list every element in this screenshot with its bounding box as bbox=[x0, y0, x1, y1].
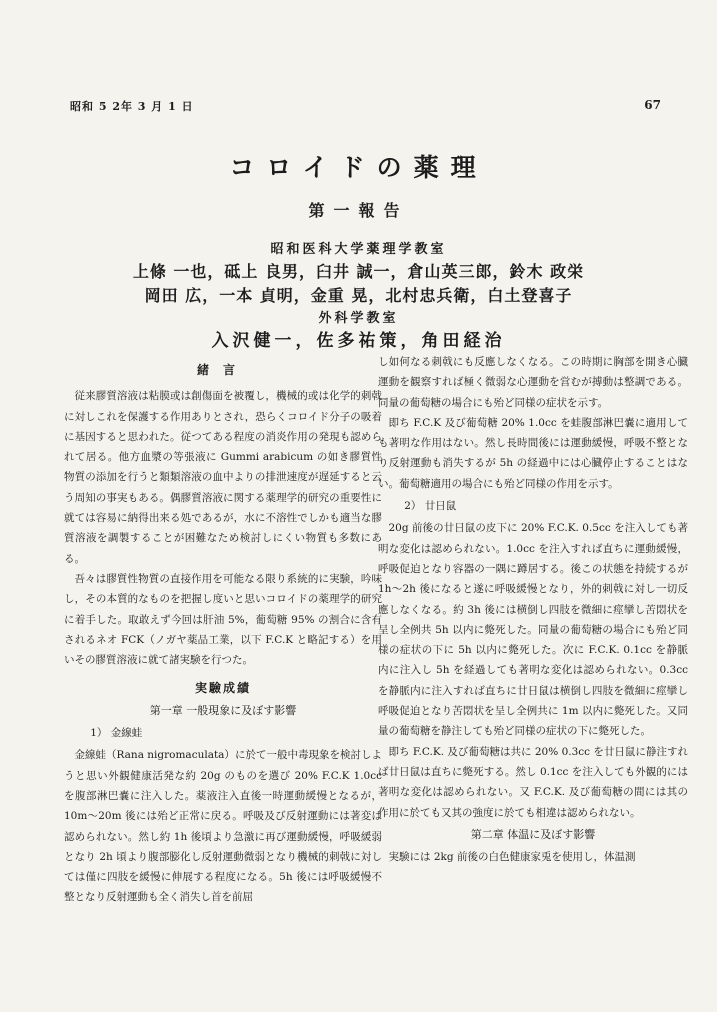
frog-paragraph-continued: し如何なる刺戟にも反應しなくなる。この時期に胸部を開き心臓運動を観察すれば極く微弱な心運動を営むが搏動は整調である。同量の葡萄糖の場合にも殆ど同様の症状を示す。 bbox=[378, 356, 688, 409]
authors-line-1: 上條 一也，砥上 良男，臼井 誠一，倉山英三郎，鈴木 政栄 bbox=[132, 262, 585, 281]
section-mouse-heading: 2） 廿日鼠 bbox=[404, 500, 457, 513]
frog-paragraph-1: 金線蛙（Rana nigromaculata）に於て一般中毒現象を検討しようと思い外観健康活発な約 20g のものを選び 20% F.C.K 1.0cc を腹部淋巴嚢に注入した。薬液注入直後一時運動緩慢となるが，10m〜20m 後には殆ど正常に戻る。呼吸及び反射運動には著変は認められない。然し約 1h 後頃より急激に再び運動緩慢，呼吸緩弱となり 2h 頃より腹部膨化し反射運動微弱となり機械的刺戟に対しては僅に四肢を緩慢に伸展する程度になる。5h 後には呼吸緩慢不整となり反射運動も全く消失し首を前屈 bbox=[64, 749, 382, 904]
mouse-paragraph-1: 20g 前後の廿日鼠の皮下に 20% F.C.K. 0.5cc を注入しても著明な変化は認められない。1.0cc を注入すれば直ちに運動緩慢，呼吸促迫となり容器の一隅に蹲居する。後この状態を持続するが 1h〜2h 後になると遂に呼吸緩慢となり，外的刺戟に対し一切反應しなくなる。約 3h 後には横倒し四肢を微細に痙攣し苦悶状を呈し全例共 5h 以内に斃死した。同量の葡萄糖の場合にも殆ど同様の症状の下に 5h 以内に斃死した。次に F.C.K. 0.1cc を静脈内に注入し 5h を経過しても著明な変化は認められない。0.3cc を静脈内に注入すれば直ちに廿日鼠は横倒し四肢を微細に痙攣し呼吸促迫となり苦悶状を呈し全例共に 1m 以内に斃死した。又同量の葡萄糖を静注しても殆ど同様の症状の下に斃死した。 bbox=[378, 522, 688, 738]
frog-paragraph-2: 即ち F.C.K 及び葡萄糖 20% 1.0cc を蛙腹部淋巴嚢に適用しても著明な作用はない。然し長時間後には運動緩慢，呼吸不整となり反射運動も消失するが 5h の経過中には心臓停止することはない。葡萄糖適用の場合にも殆ど同様の作用を示す。 bbox=[378, 416, 688, 490]
affiliation-surgery: 外科学教室 bbox=[318, 311, 399, 326]
introduction-paragraph-1: 従来膠質溶液は粘膜或は創傷面を被覆し，機械的或は化学的刺戟に対しこれを保護する作用ありとされ，恐らくコロイド分子の吸着に基因すると思われた。従つてある程度の消炎作用の発現も認められて居る。他方血漿の等張液に Gummi arabicum の如き膠質性物質の添加を行うと類類溶液の血中よりの排泄速度が遅延すると云う周知の事実もある。偶膠質溶液に関する薬理学的研究の重要性に就ては容易に納得出来る処であるが，水に不溶性でしかも適当な膠質溶液を調製することが困難なため検討しにくい物質も多数にある。 bbox=[64, 390, 382, 565]
authors-line-2: 岡田 広，一本 貞明，金重 晃，北村忠兵衛，白土登喜子 bbox=[144, 286, 573, 305]
mouse-paragraph-2: 即ち F.C.K. 及び葡萄糖は共に 20% 0.3cc を廿日鼠に静注すれば廿日鼠は直ちに斃死する。然し 0.1cc を注入しても外観的には著明な変化は認められない。又 F.C.K. 及び葡萄糖の間には其の作用に於ても又其の強度に於ても相違は認められない。 bbox=[378, 745, 688, 819]
affiliation-pharmacology: 昭和医科大学薬理学教室 bbox=[270, 242, 447, 257]
right-column bbox=[378, 352, 688, 867]
running-header-date: 昭和 5 2年 3 月 1 日 bbox=[70, 100, 194, 113]
article-subtitle: 第一報告 bbox=[308, 201, 409, 220]
introduction-paragraph-2: 吾々は膠質性物質の直接作用を可能なる限り系統的に実験，吟味し，その本質的なものを把握し度いと思いコロイドの薬理学的研究に着手した。取敢えず今回は肝油 5%，葡萄糖 95% の割合に含有されるネオ FCK（ノガヤ薬品工業，以下 F.C.K と略記する）を用いその膠質溶液に就て諸実験を行つた。 bbox=[64, 572, 382, 667]
results-heading: 実驗成績 bbox=[194, 681, 251, 696]
chapter-2-heading: 第二章 体温に及ぼす影響 bbox=[470, 827, 596, 841]
authors-line-3: 入沢健一，佐多祐策，角田経治 bbox=[211, 331, 506, 351]
page-number: 67 bbox=[644, 98, 661, 112]
chapter-1-heading: 第一章 一般現象に及ぼす影響 bbox=[149, 703, 297, 717]
article-title: コロイドの薬理 bbox=[229, 153, 488, 182]
temperature-paragraph-1: 実験には 2kg 前後の白色健康家兎を使用し，体温測 bbox=[388, 851, 636, 864]
section-frog-heading: 1） 金線蛙 bbox=[90, 727, 143, 740]
introduction-heading: 緒言 bbox=[196, 363, 249, 377]
left-column bbox=[64, 352, 382, 908]
